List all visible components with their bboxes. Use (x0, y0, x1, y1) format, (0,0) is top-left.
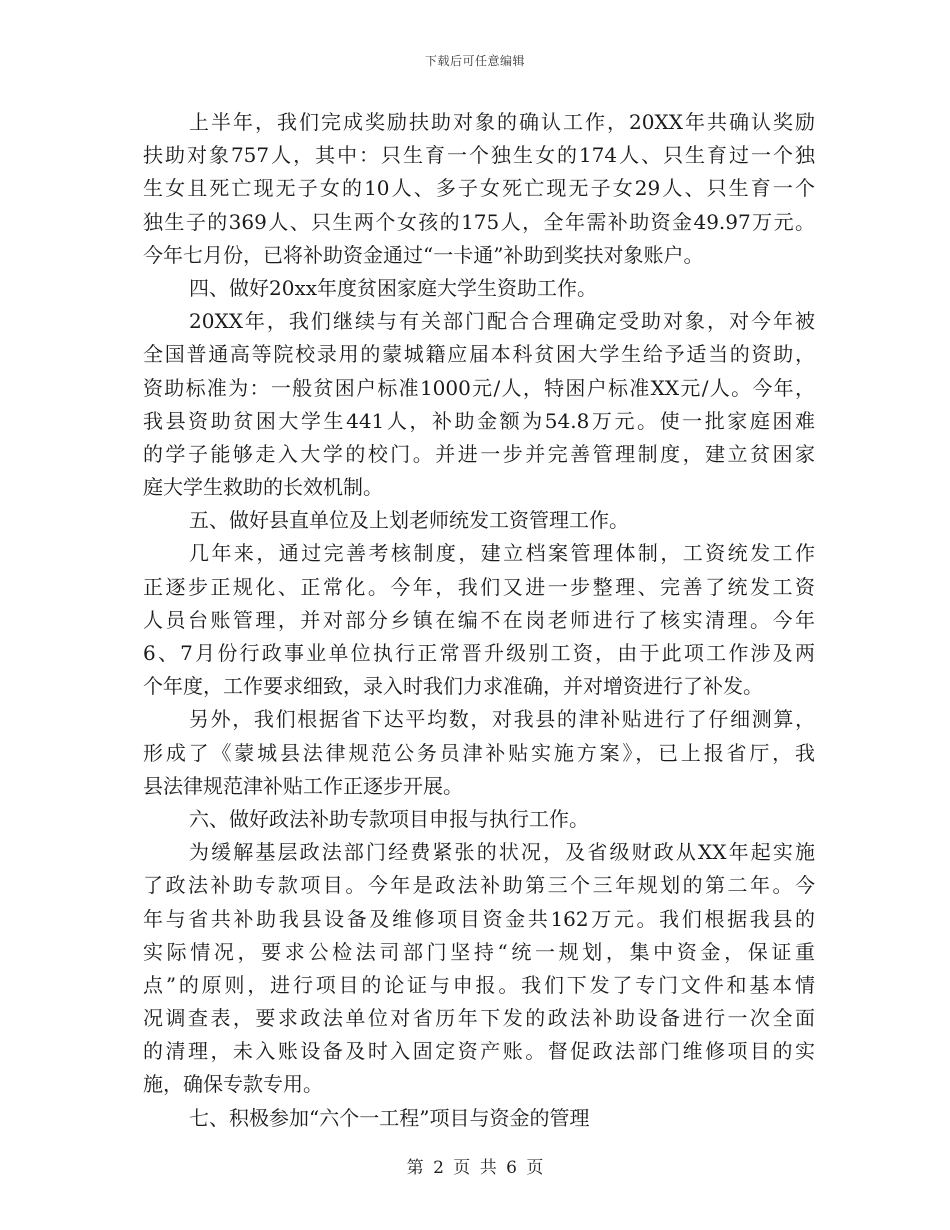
text-line: 上半年，我们完成奖励扶助对象的确认工作，20XX年共确认奖励 (189, 110, 815, 134)
text-line: 另外，我们根据省下达平均数，对我县的津补贴进行了仔细测算， (189, 707, 815, 732)
text-line: 县法律规范津补贴工作正逐步开展。 (143, 773, 463, 798)
text-line: 独生子的369人、只生两个女孩的175人，全年需补助资金49.97万元。 (143, 209, 815, 234)
text-line: 我县资助贫困大学生441人，补助金额为54.8万元。使一批家庭困难 (143, 408, 815, 433)
text-line: 庭大学生救助的长效机制。 (143, 475, 383, 500)
text-line: 资助标准为：一般贫困户标准1000元/人，特困户标准XX元/人。今年， (143, 375, 815, 400)
text-line: 为缓解基层政法部门经费紧张的状况，及省级财政从XX年起实施 (189, 840, 815, 865)
text-line: 今年七月份，已将补助资金通过“一卡通”补助到奖扶对象账户。 (143, 242, 704, 267)
text-line: 6、7月份行政事业单位执行正常晋升级别工资，由于此项工作涉及两 (143, 641, 815, 665)
text-line: 况调查表，要求政法单位对省历年下发的政法补助设备进行一次全面 (143, 1006, 815, 1031)
text-line: 七、积极参加“六个一工程”项目与资金的管理 (189, 1105, 590, 1130)
text-line: 了政法补助专款项目。今年是政法补助第三个三年规划的第二年。今 (143, 873, 815, 898)
page-header: 下载后可任意编辑 (424, 54, 525, 68)
text-line: 形成了《蒙城县法律规范公务员津补贴实施方案》，已上报省厅，我 (143, 740, 815, 765)
document-body (143, 106, 815, 1135)
text-line: 施，确保专款专用。 (143, 1072, 323, 1097)
text-line: 五、做好县直单位及上划老师统发工资管理工作。 (189, 508, 629, 533)
text-line: 生女且死亡现无子女的10人、多子女死亡现无子女29人、只生育一个 (143, 176, 815, 201)
text-line: 扶助对象757人，其中：只生育一个独生女的174人、只生育过一个独 (143, 143, 815, 168)
text-line: 的学子能够走入大学的校门。并进一步并完善管理制度，建立贫困家 (143, 441, 815, 466)
text-line: 四、做好20xx年度贫困家庭大学生资助工作。 (189, 275, 598, 300)
text-line: 个年度，工作要求细致，录入时我们力求准确，并对增资进行了补发。 (143, 674, 763, 699)
text-line: 六、做好政法补助专款项目申报与执行工作。 (189, 806, 589, 831)
text-line: 点”的原则，进行项目的论证与申报。我们下发了专门文件和基本情 (143, 972, 815, 997)
text-line: 20XX年，我们继续与有关部门配合合理确定受助对象，对今年被 (189, 309, 815, 334)
text-line: 实际情况，要求公检法司部门坚持“统一规划，集中资金，保证重 (143, 939, 815, 964)
text-line: 全国普通高等院校录用的蒙城籍应届本科贫困大学生给予适当的资助， (143, 342, 815, 367)
text-line: 年与省共补助我县设备及维修项目资金共162万元。我们根据我县的 (143, 906, 815, 931)
page-footer: 第 2 页 共 6 页 (406, 1158, 544, 1178)
text-line: 正逐步正规化、正常化。今年，我们又进一步整理、完善了统发工资 (143, 574, 815, 599)
text-line: 的清理，未入账设备及时入固定资产账。督促政法部门维修项目的实 (143, 1039, 815, 1064)
text-line: 几年来，通过完善考核制度，建立档案管理体制，工资统发工作 (189, 541, 815, 566)
text-line: 人员台账管理，并对部分乡镇在编不在岗老师进行了核实清理。今年 (143, 607, 815, 632)
